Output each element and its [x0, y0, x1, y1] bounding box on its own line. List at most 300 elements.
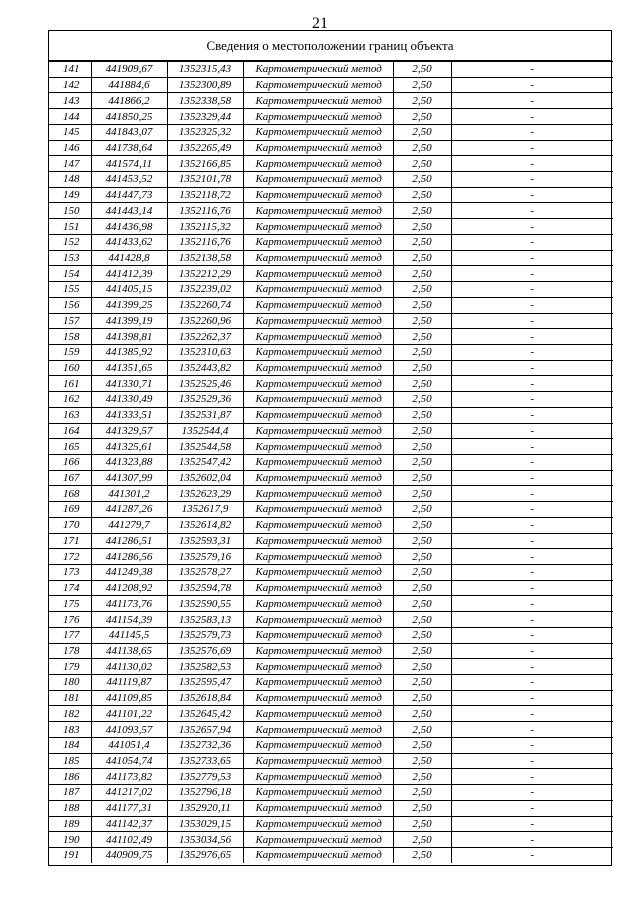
y-coordinate-cell: 1352212,29 [167, 266, 243, 282]
accuracy-cell: 2,50 [393, 376, 451, 392]
method-cell: Картометрический метод [243, 376, 393, 392]
point-number-cell: 185 [49, 753, 91, 769]
accuracy-cell: 2,50 [393, 706, 451, 722]
method-cell: Картометрический метод [243, 360, 393, 376]
accuracy-cell: 2,50 [393, 549, 451, 565]
table-row [49, 706, 613, 722]
y-coordinate-cell: 1353029,15 [167, 816, 243, 832]
table-row [49, 549, 613, 565]
note-cell: - [451, 439, 613, 455]
table-row [49, 172, 613, 188]
method-cell: Картометрический метод [243, 439, 393, 455]
x-coordinate-cell: 441428,8 [91, 250, 167, 266]
note-cell: - [451, 847, 613, 862]
y-coordinate-cell: 1352618,84 [167, 690, 243, 706]
point-number-cell: 149 [49, 187, 91, 203]
y-coordinate-cell: 1352525,46 [167, 376, 243, 392]
y-coordinate-cell: 1352325,32 [167, 124, 243, 140]
method-cell: Картометрический метод [243, 706, 393, 722]
x-coordinate-cell: 441054,74 [91, 753, 167, 769]
accuracy-cell: 2,50 [393, 612, 451, 628]
note-cell: - [451, 282, 613, 298]
y-coordinate-cell: 1352262,37 [167, 329, 243, 345]
accuracy-cell: 2,50 [393, 847, 451, 862]
accuracy-cell: 2,50 [393, 297, 451, 313]
accuracy-cell: 2,50 [393, 109, 451, 125]
table-row [49, 77, 613, 93]
accuracy-cell: 2,50 [393, 423, 451, 439]
point-number-cell: 144 [49, 109, 91, 125]
note-cell: - [451, 753, 613, 769]
accuracy-cell: 2,50 [393, 643, 451, 659]
point-number-cell: 163 [49, 407, 91, 423]
note-cell: - [451, 62, 613, 78]
point-number-cell: 148 [49, 172, 91, 188]
x-coordinate-cell: 441101,22 [91, 706, 167, 722]
point-number-cell: 150 [49, 203, 91, 219]
accuracy-cell: 2,50 [393, 517, 451, 533]
y-coordinate-cell: 1352300,89 [167, 77, 243, 93]
y-coordinate-cell: 1352260,74 [167, 297, 243, 313]
point-number-cell: 168 [49, 486, 91, 502]
table-row [49, 423, 613, 439]
table-row [49, 392, 613, 408]
accuracy-cell: 2,50 [393, 737, 451, 753]
table-row [49, 234, 613, 250]
accuracy-cell: 2,50 [393, 580, 451, 596]
point-number-cell: 189 [49, 816, 91, 832]
point-number-cell: 141 [49, 62, 91, 78]
point-number-cell: 179 [49, 659, 91, 675]
point-number-cell: 184 [49, 737, 91, 753]
table-row [49, 580, 613, 596]
accuracy-cell: 2,50 [393, 470, 451, 486]
point-number-cell: 143 [49, 93, 91, 109]
accuracy-cell: 2,50 [393, 313, 451, 329]
y-coordinate-cell: 1352116,76 [167, 234, 243, 250]
table-title: Сведения о местоположении границ объекта [49, 31, 611, 61]
note-cell: - [451, 187, 613, 203]
accuracy-cell: 2,50 [393, 124, 451, 140]
point-number-cell: 173 [49, 565, 91, 581]
table-row [49, 439, 613, 455]
table-row [49, 454, 613, 470]
note-cell: - [451, 722, 613, 738]
note-cell: - [451, 313, 613, 329]
note-cell: - [451, 580, 613, 596]
note-cell: - [451, 596, 613, 612]
x-coordinate-cell: 441173,76 [91, 596, 167, 612]
table-row [49, 470, 613, 486]
table-row [49, 769, 613, 785]
table-row [49, 612, 613, 628]
point-number-cell: 157 [49, 313, 91, 329]
x-coordinate-cell: 441177,31 [91, 800, 167, 816]
note-cell: - [451, 360, 613, 376]
note-cell: - [451, 344, 613, 360]
accuracy-cell: 2,50 [393, 769, 451, 785]
x-coordinate-cell: 441154,39 [91, 612, 167, 628]
accuracy-cell: 2,50 [393, 392, 451, 408]
y-coordinate-cell: 1352732,36 [167, 737, 243, 753]
point-number-cell: 183 [49, 722, 91, 738]
x-coordinate-cell: 441173,82 [91, 769, 167, 785]
method-cell: Картометрический метод [243, 454, 393, 470]
method-cell: Картометрический метод [243, 627, 393, 643]
table-row [49, 376, 613, 392]
y-coordinate-cell: 1352623,29 [167, 486, 243, 502]
table-row [49, 675, 613, 691]
x-coordinate-cell: 440909,75 [91, 847, 167, 862]
x-coordinate-cell: 441850,25 [91, 109, 167, 125]
note-cell: - [451, 172, 613, 188]
accuracy-cell: 2,50 [393, 329, 451, 345]
method-cell: Картометрический метод [243, 93, 393, 109]
method-cell: Картометрический метод [243, 785, 393, 801]
table-row [49, 282, 613, 298]
note-cell: - [451, 659, 613, 675]
y-coordinate-cell: 1352582,53 [167, 659, 243, 675]
x-coordinate-cell: 441145,5 [91, 627, 167, 643]
accuracy-cell: 2,50 [393, 800, 451, 816]
note-cell: - [451, 140, 613, 156]
note-cell: - [451, 737, 613, 753]
point-number-cell: 166 [49, 454, 91, 470]
method-cell: Картометрический метод [243, 800, 393, 816]
table-row [49, 737, 613, 753]
note-cell: - [451, 156, 613, 172]
x-coordinate-cell: 441330,49 [91, 392, 167, 408]
y-coordinate-cell: 1352645,42 [167, 706, 243, 722]
note-cell: - [451, 423, 613, 439]
y-coordinate-cell: 1352590,55 [167, 596, 243, 612]
method-cell: Картометрический метод [243, 753, 393, 769]
accuracy-cell: 2,50 [393, 832, 451, 848]
x-coordinate-cell: 441399,25 [91, 297, 167, 313]
x-coordinate-cell: 441307,99 [91, 470, 167, 486]
x-coordinate-cell: 441405,15 [91, 282, 167, 298]
method-cell: Картометрический метод [243, 156, 393, 172]
note-cell: - [451, 612, 613, 628]
note-cell: - [451, 643, 613, 659]
method-cell: Картометрический метод [243, 690, 393, 706]
point-number-cell: 186 [49, 769, 91, 785]
y-coordinate-cell: 1352265,49 [167, 140, 243, 156]
method-cell: Картометрический метод [243, 722, 393, 738]
point-number-cell: 146 [49, 140, 91, 156]
table-row [49, 596, 613, 612]
x-coordinate-cell: 441208,92 [91, 580, 167, 596]
accuracy-cell: 2,50 [393, 439, 451, 455]
point-number-cell: 145 [49, 124, 91, 140]
table-row [49, 219, 613, 235]
method-cell: Картометрический метод [243, 62, 393, 78]
y-coordinate-cell: 1352595,47 [167, 675, 243, 691]
method-cell: Картометрический метод [243, 187, 393, 203]
x-coordinate-cell: 441574,11 [91, 156, 167, 172]
accuracy-cell: 2,50 [393, 266, 451, 282]
accuracy-cell: 2,50 [393, 502, 451, 518]
note-cell: - [451, 486, 613, 502]
table-row [49, 266, 613, 282]
method-cell: Картометрический метод [243, 282, 393, 298]
note-cell: - [451, 329, 613, 345]
point-number-cell: 164 [49, 423, 91, 439]
point-number-cell: 188 [49, 800, 91, 816]
table-row [49, 297, 613, 313]
note-cell: - [451, 266, 613, 282]
y-coordinate-cell: 1352593,31 [167, 533, 243, 549]
table-row [49, 785, 613, 801]
x-coordinate-cell: 441412,39 [91, 266, 167, 282]
y-coordinate-cell: 1352260,96 [167, 313, 243, 329]
accuracy-cell: 2,50 [393, 690, 451, 706]
table-row [49, 627, 613, 643]
method-cell: Картометрический метод [243, 407, 393, 423]
note-cell: - [451, 816, 613, 832]
point-number-cell: 180 [49, 675, 91, 691]
coordinates-table [49, 61, 613, 863]
y-coordinate-cell: 1352531,87 [167, 407, 243, 423]
table-row [49, 643, 613, 659]
x-coordinate-cell: 441109,85 [91, 690, 167, 706]
x-coordinate-cell: 441301,2 [91, 486, 167, 502]
note-cell: - [451, 517, 613, 533]
point-number-cell: 187 [49, 785, 91, 801]
accuracy-cell: 2,50 [393, 753, 451, 769]
accuracy-cell: 2,50 [393, 486, 451, 502]
accuracy-cell: 2,50 [393, 203, 451, 219]
y-coordinate-cell: 1352579,16 [167, 549, 243, 565]
x-coordinate-cell: 441866,2 [91, 93, 167, 109]
note-cell: - [451, 549, 613, 565]
x-coordinate-cell: 441130,02 [91, 659, 167, 675]
x-coordinate-cell: 441323,88 [91, 454, 167, 470]
y-coordinate-cell: 1352101,78 [167, 172, 243, 188]
method-cell: Картометрический метод [243, 533, 393, 549]
table-row [49, 62, 613, 78]
note-cell: - [451, 565, 613, 581]
method-cell: Картометрический метод [243, 580, 393, 596]
accuracy-cell: 2,50 [393, 627, 451, 643]
method-cell: Картометрический метод [243, 832, 393, 848]
x-coordinate-cell: 441142,37 [91, 816, 167, 832]
point-number-cell: 156 [49, 297, 91, 313]
y-coordinate-cell: 1352138,58 [167, 250, 243, 266]
method-cell: Картометрический метод [243, 250, 393, 266]
accuracy-cell: 2,50 [393, 250, 451, 266]
coordinates-table-frame [48, 30, 612, 866]
method-cell: Картометрический метод [243, 266, 393, 282]
y-coordinate-cell: 1352115,32 [167, 219, 243, 235]
table-row [49, 659, 613, 675]
y-coordinate-cell: 1352315,43 [167, 62, 243, 78]
note-cell: - [451, 533, 613, 549]
y-coordinate-cell: 1352657,94 [167, 722, 243, 738]
method-cell: Картометрический метод [243, 675, 393, 691]
table-row [49, 187, 613, 203]
table-row [49, 753, 613, 769]
table-row [49, 156, 613, 172]
note-cell: - [451, 376, 613, 392]
y-coordinate-cell: 1352239,02 [167, 282, 243, 298]
x-coordinate-cell: 441119,87 [91, 675, 167, 691]
method-cell: Картометрический метод [243, 329, 393, 345]
y-coordinate-cell: 1352578,27 [167, 565, 243, 581]
point-number-cell: 159 [49, 344, 91, 360]
note-cell: - [451, 77, 613, 93]
x-coordinate-cell: 441433,62 [91, 234, 167, 250]
coordinates-table-body [49, 62, 613, 863]
note-cell: - [451, 470, 613, 486]
table-row [49, 93, 613, 109]
point-number-cell: 181 [49, 690, 91, 706]
point-number-cell: 177 [49, 627, 91, 643]
note-cell: - [451, 502, 613, 518]
method-cell: Картометрический метод [243, 769, 393, 785]
point-number-cell: 171 [49, 533, 91, 549]
method-cell: Картометрический метод [243, 77, 393, 93]
point-number-cell: 154 [49, 266, 91, 282]
table-row [49, 722, 613, 738]
accuracy-cell: 2,50 [393, 140, 451, 156]
y-coordinate-cell: 1352166,85 [167, 156, 243, 172]
x-coordinate-cell: 441884,6 [91, 77, 167, 93]
accuracy-cell: 2,50 [393, 234, 451, 250]
y-coordinate-cell: 1352443,82 [167, 360, 243, 376]
table-row [49, 533, 613, 549]
method-cell: Картометрический метод [243, 517, 393, 533]
accuracy-cell: 2,50 [393, 360, 451, 376]
table-row [49, 329, 613, 345]
accuracy-cell: 2,50 [393, 454, 451, 470]
point-number-cell: 158 [49, 329, 91, 345]
table-row [49, 847, 613, 862]
method-cell: Картометрический метод [243, 816, 393, 832]
y-coordinate-cell: 1352544,4 [167, 423, 243, 439]
x-coordinate-cell: 441398,81 [91, 329, 167, 345]
x-coordinate-cell: 441351,65 [91, 360, 167, 376]
y-coordinate-cell: 1352779,53 [167, 769, 243, 785]
method-cell: Картометрический метод [243, 234, 393, 250]
x-coordinate-cell: 441286,56 [91, 549, 167, 565]
y-coordinate-cell: 1352796,18 [167, 785, 243, 801]
x-coordinate-cell: 441217,02 [91, 785, 167, 801]
y-coordinate-cell: 1352338,58 [167, 93, 243, 109]
accuracy-cell: 2,50 [393, 675, 451, 691]
note-cell: - [451, 234, 613, 250]
table-row [49, 517, 613, 533]
x-coordinate-cell: 441330,71 [91, 376, 167, 392]
table-row [49, 250, 613, 266]
method-cell: Картометрический метод [243, 470, 393, 486]
y-coordinate-cell: 1352576,69 [167, 643, 243, 659]
accuracy-cell: 2,50 [393, 533, 451, 549]
x-coordinate-cell: 441436,98 [91, 219, 167, 235]
note-cell: - [451, 407, 613, 423]
point-number-cell: 165 [49, 439, 91, 455]
accuracy-cell: 2,50 [393, 659, 451, 675]
y-coordinate-cell: 1352529,36 [167, 392, 243, 408]
point-number-cell: 162 [49, 392, 91, 408]
accuracy-cell: 2,50 [393, 156, 451, 172]
point-number-cell: 178 [49, 643, 91, 659]
table-row [49, 690, 613, 706]
x-coordinate-cell: 441909,67 [91, 62, 167, 78]
note-cell: - [451, 627, 613, 643]
method-cell: Картометрический метод [243, 172, 393, 188]
accuracy-cell: 2,50 [393, 407, 451, 423]
method-cell: Картометрический метод [243, 124, 393, 140]
method-cell: Картометрический метод [243, 847, 393, 862]
method-cell: Картометрический метод [243, 140, 393, 156]
y-coordinate-cell: 1352617,9 [167, 502, 243, 518]
note-cell: - [451, 109, 613, 125]
method-cell: Картометрический метод [243, 203, 393, 219]
x-coordinate-cell: 441738,64 [91, 140, 167, 156]
table-row [49, 502, 613, 518]
y-coordinate-cell: 1352547,42 [167, 454, 243, 470]
accuracy-cell: 2,50 [393, 785, 451, 801]
table-row [49, 109, 613, 125]
y-coordinate-cell: 1352602,04 [167, 470, 243, 486]
method-cell: Картометрический метод [243, 612, 393, 628]
point-number-cell: 182 [49, 706, 91, 722]
note-cell: - [451, 832, 613, 848]
accuracy-cell: 2,50 [393, 282, 451, 298]
note-cell: - [451, 454, 613, 470]
y-coordinate-cell: 1352594,78 [167, 580, 243, 596]
table-row [49, 124, 613, 140]
point-number-cell: 167 [49, 470, 91, 486]
y-coordinate-cell: 1352920,11 [167, 800, 243, 816]
accuracy-cell: 2,50 [393, 77, 451, 93]
accuracy-cell: 2,50 [393, 816, 451, 832]
x-coordinate-cell: 441447,73 [91, 187, 167, 203]
method-cell: Картометрический метод [243, 659, 393, 675]
x-coordinate-cell: 441093,57 [91, 722, 167, 738]
note-cell: - [451, 675, 613, 691]
y-coordinate-cell: 1352329,44 [167, 109, 243, 125]
table-row [49, 407, 613, 423]
method-cell: Картометрический метод [243, 219, 393, 235]
x-coordinate-cell: 441249,38 [91, 565, 167, 581]
x-coordinate-cell: 441329,57 [91, 423, 167, 439]
point-number-cell: 169 [49, 502, 91, 518]
table-row [49, 344, 613, 360]
method-cell: Картометрический метод [243, 392, 393, 408]
point-number-cell: 176 [49, 612, 91, 628]
point-number-cell: 147 [49, 156, 91, 172]
y-coordinate-cell: 1353034,56 [167, 832, 243, 848]
x-coordinate-cell: 441453,52 [91, 172, 167, 188]
note-cell: - [451, 124, 613, 140]
y-coordinate-cell: 1352116,76 [167, 203, 243, 219]
table-row [49, 832, 613, 848]
x-coordinate-cell: 441287,26 [91, 502, 167, 518]
method-cell: Картометрический метод [243, 313, 393, 329]
note-cell: - [451, 219, 613, 235]
note-cell: - [451, 297, 613, 313]
method-cell: Картометрический метод [243, 344, 393, 360]
x-coordinate-cell: 441325,61 [91, 439, 167, 455]
accuracy-cell: 2,50 [393, 596, 451, 612]
point-number-cell: 155 [49, 282, 91, 298]
y-coordinate-cell: 1352976,65 [167, 847, 243, 862]
note-cell: - [451, 392, 613, 408]
y-coordinate-cell: 1352733,65 [167, 753, 243, 769]
x-coordinate-cell: 441286,51 [91, 533, 167, 549]
